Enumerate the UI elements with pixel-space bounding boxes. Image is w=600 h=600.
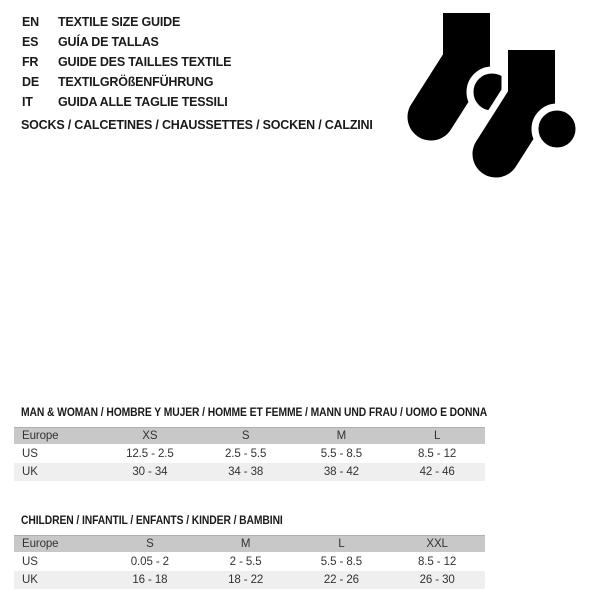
language-label: GUIDA ALLE TAGLIE TESSILI <box>58 95 228 109</box>
children-table-header-row <box>14 535 485 552</box>
column-header-m: M <box>240 538 251 550</box>
size-value: 5.5 - 8.5 <box>320 556 363 568</box>
size-value: 18 - 22 <box>228 574 264 586</box>
language-label: TEXTILGRÖßENFÜHRUNG <box>58 75 214 89</box>
size-value: 34 - 38 <box>228 466 264 478</box>
size-value: 8.5 - 12 <box>418 448 457 460</box>
language-code: EN <box>22 15 39 29</box>
children-size-table <box>14 513 485 589</box>
size-value: 2 - 5.5 <box>229 556 262 568</box>
column-header-l: L <box>338 538 345 550</box>
language-code: FR <box>22 55 39 69</box>
size-value: 5.5 - 8.5 <box>320 448 363 460</box>
language-code: DE <box>22 75 39 89</box>
row-label: UK <box>22 574 38 586</box>
column-header-europe: Europe <box>22 538 59 550</box>
language-code: ES <box>22 35 39 49</box>
size-value: 2.5 - 5.5 <box>224 448 267 460</box>
size-value: 38 - 42 <box>323 466 359 478</box>
column-header-xs: XS <box>142 430 158 442</box>
adult-table-header-row <box>14 427 485 444</box>
size-value: 8.5 - 12 <box>418 556 457 568</box>
column-header-xxl: XXL <box>426 538 448 550</box>
size-value: 22 - 26 <box>323 574 359 586</box>
adult-table-title: MAN & WOMAN / HOMBRE Y MUJER / HOMME ET FEMME / MANN UND FRAU / UOMO E DONNA <box>21 405 488 419</box>
language-label: TEXTILE SIZE GUIDE <box>58 15 181 29</box>
row-label: US <box>22 448 38 460</box>
size-value: 16 - 18 <box>132 574 168 586</box>
language-label: GUIDE DES TAILLES TEXTILE <box>58 55 232 69</box>
children-table-title: CHILDREN / INFANTIL / ENFANTS / KINDER / BAMBINI <box>21 513 283 527</box>
size-value: 0.05 - 2 <box>130 556 169 568</box>
heel-ring-front <box>535 107 579 151</box>
adult-size-table <box>14 405 488 481</box>
table-row-us <box>14 445 485 463</box>
table-row-uk <box>14 571 485 589</box>
column-header-l: L <box>433 430 441 442</box>
language-code: IT <box>22 95 33 109</box>
table-row-us <box>14 553 485 571</box>
row-label: UK <box>22 466 38 478</box>
column-header-m: M <box>336 430 347 442</box>
size-value: 26 - 30 <box>419 574 455 586</box>
size-value: 30 - 34 <box>132 466 168 478</box>
socks-icon <box>0 0 600 190</box>
column-header-s: S <box>241 430 250 442</box>
size-value: 12.5 - 2.5 <box>126 448 174 460</box>
size-value: 42 - 46 <box>419 466 455 478</box>
language-label: GUÍA DE TALLAS <box>58 35 159 49</box>
column-header-europe: Europe <box>22 430 59 442</box>
column-header-s: S <box>146 538 154 550</box>
category-title: SOCKS / CALCETINES / CHAUSSETTES / SOCKEN / CALZINI <box>21 118 373 132</box>
table-row-uk <box>14 463 485 481</box>
row-label: US <box>22 556 38 568</box>
